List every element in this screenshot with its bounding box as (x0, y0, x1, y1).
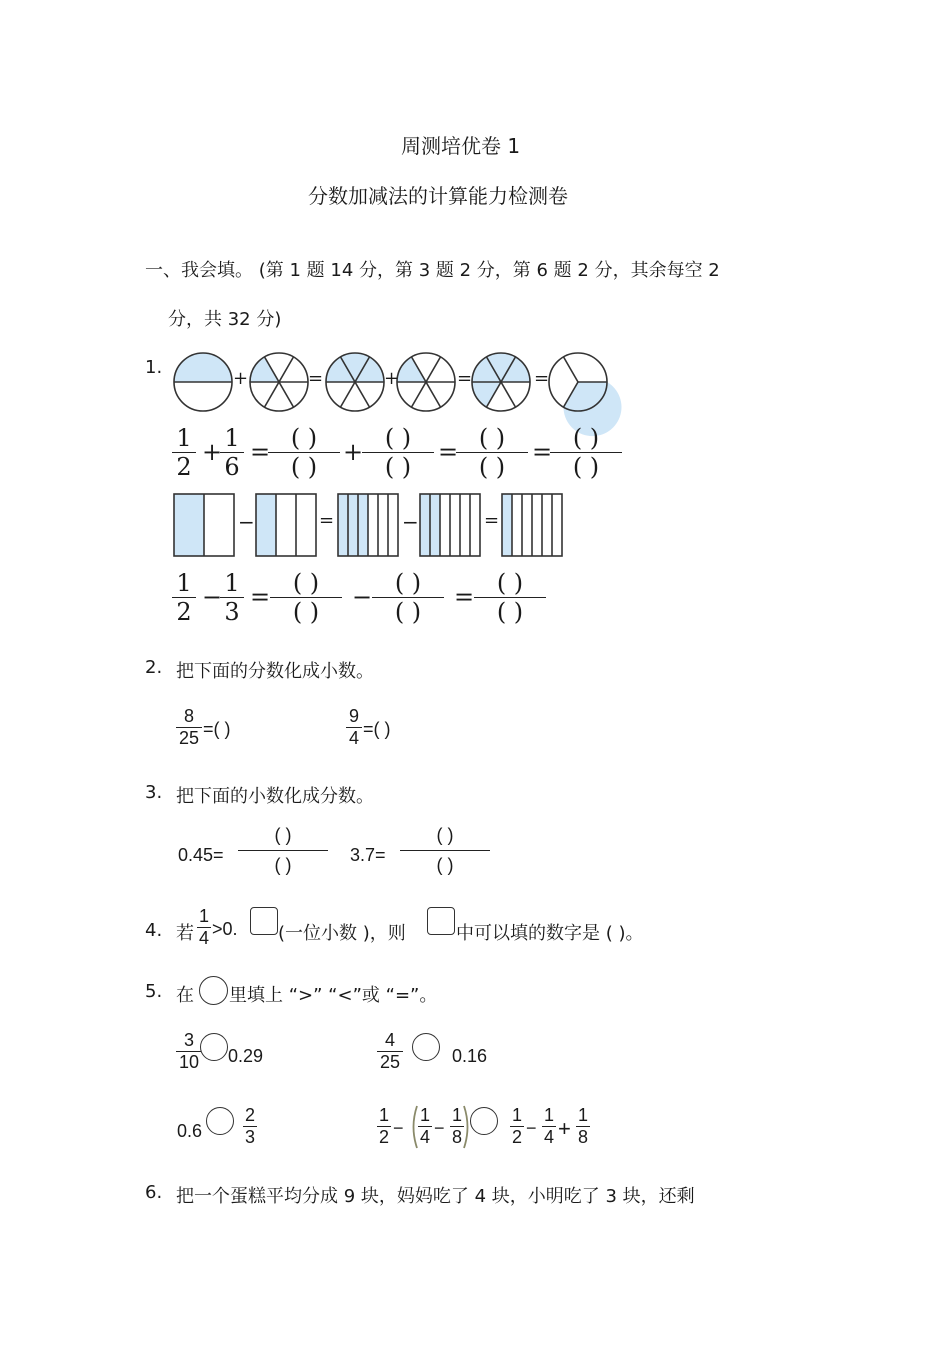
circle-sixths-one-shaded-2 (397, 353, 455, 411)
q1-sub-blank-3[interactable]: ( ) ( ) (474, 569, 546, 626)
q5-circle-sample (199, 976, 228, 1005)
q1-add-blank-1[interactable]: ( ) ( ) (268, 424, 340, 481)
q1-rect-minus-1: − (238, 510, 255, 534)
q3-blank-2[interactable]: ( ) ( ) (400, 825, 490, 876)
q1-add-blank-2[interactable]: ( ) ( ) (362, 424, 434, 481)
q1-circle-equals-3: = (534, 368, 550, 389)
q5-text-b: 里填上 “>” “<”或 “=”。 (229, 985, 438, 1006)
q5-expr-minus-1: − (393, 1118, 404, 1138)
q5-expr-plus: + (558, 1116, 571, 1141)
q5-compare-circle-4[interactable] (470, 1107, 498, 1135)
q3-text: 把下面的小数化成分数。 (176, 786, 374, 807)
q5-expr-frac-5: 1 4 (543, 1105, 554, 1147)
q4-pre: 若 (176, 923, 194, 944)
q5-compare-circle-2[interactable] (412, 1033, 440, 1061)
q4-gt: >0. (212, 919, 238, 939)
q5-compare-circle-3[interactable] (206, 1107, 234, 1135)
q5-row1-tail-b: 0.16 (452, 1046, 488, 1066)
q5-row2-fraction-a: 2 3 (244, 1105, 255, 1147)
q1-number: 1. (145, 357, 163, 378)
q1-add-fraction-a: 1 2 (172, 424, 196, 481)
q1-add-blank-3[interactable]: ( ) ( ) (456, 424, 528, 481)
q3-blank-1[interactable]: ( ) ( ) (238, 825, 328, 876)
q2-fraction-2: 9 4 (346, 706, 362, 749)
q1-add-equals-1: = (250, 438, 271, 466)
q1-sub-equals-1: = (250, 583, 271, 611)
q5-number: 5. (145, 981, 163, 1002)
circle-sixths-four-shaded (472, 353, 530, 411)
circle-half-shaded (174, 353, 232, 411)
q2-text: 把下面的分数化成小数。 (176, 661, 374, 682)
q5-expr-minus-2: − (434, 1118, 445, 1138)
section-heading-line2: 分，共 32 分) (168, 309, 282, 330)
q2-number: 2. (145, 657, 163, 678)
q1-add-plus: + (202, 438, 223, 466)
q1-sub-fraction-b: 1 3 (220, 569, 244, 626)
q4-mid: (一位小数 )，则 (278, 923, 406, 944)
q5-row1-fraction-a: 3 10 (176, 1030, 202, 1073)
page-title: 周测培优卷 1 (401, 134, 521, 158)
q1-sub-fraction-a: 1 2 (172, 569, 196, 626)
q5-expr-frac-3: 1 8 (451, 1105, 462, 1147)
q5-expr-frac-1: 1 2 (378, 1105, 389, 1147)
q1-circle-equals-2: = (457, 368, 473, 389)
q5-row1-tail-a: 0.29 (228, 1046, 264, 1066)
q5-text-a: 在 (176, 985, 194, 1006)
q4-number: 4. (145, 920, 163, 941)
q2-blank-2[interactable]: =( ) (363, 719, 391, 739)
q1-circle-equals-1: = (308, 368, 324, 389)
rect-thirds-one-shaded (256, 494, 316, 556)
q1-sub-blank-1[interactable]: ( ) ( ) (270, 569, 342, 626)
q5-expr-frac-6: 1 8 (577, 1105, 588, 1147)
q2-fraction-1: 8 25 (176, 706, 202, 749)
q6-text: 把一个蛋糕平均分成 9 块，妈妈吃了 4 块，小明吃了 3 块，还剩 (176, 1186, 695, 1207)
q3-decimal-2: 3.7= (350, 845, 386, 865)
q1-sub-minus: − (202, 583, 223, 611)
q4-post[interactable]: 中可以填的数字是 ( )。 (456, 923, 644, 944)
q3-decimal-1: 0.45= (178, 845, 224, 865)
q1-circle-plus-2: + (384, 368, 400, 389)
q2-blank-1[interactable]: =( ) (203, 719, 231, 739)
q1-rect-equals-2: = (484, 510, 500, 531)
q5-compare-circle-1[interactable] (200, 1033, 228, 1061)
q1-add-blank-4[interactable]: ( ) ( ) (550, 424, 622, 481)
q1-sub-blank-2[interactable]: ( ) ( ) (372, 569, 444, 626)
q5-expr-frac-4: 1 2 (511, 1105, 522, 1147)
q1-rect-equals-1: = (319, 510, 335, 531)
rect-sixths-three-shaded (338, 494, 398, 556)
q4-digit-box[interactable] (250, 907, 278, 935)
q5-expr-minus-3: − (526, 1118, 537, 1138)
section-heading-line1: 一、我会填。 (第 1 题 14 分，第 3 题 2 分，第 6 题 2 分，其余每空 2 (145, 260, 720, 281)
q1-circle-plus-1: + (233, 368, 249, 389)
q1-rectangles-diagram (172, 494, 572, 558)
q1-sub-equals-2: = (454, 583, 475, 611)
circle-sixths-one-shaded (250, 353, 308, 411)
q3-number: 3. (145, 782, 163, 803)
q1-rect-minus-2: − (402, 510, 419, 534)
q1-sub-minus-2: − (352, 583, 373, 611)
q5-expr-frac-2: 1 4 (419, 1105, 430, 1147)
q1-add-equals-3: = (532, 438, 553, 466)
rect-sixths-two-shaded (420, 494, 480, 556)
q5-row1-fraction-b: 4 25 (377, 1030, 403, 1073)
page-subtitle: 分数加减法的计算能力检测卷 (308, 184, 568, 208)
q1-add-equals-2: = (438, 438, 459, 466)
rect-sixths-one-shaded (502, 494, 562, 556)
q4-digit-box-ref (427, 907, 455, 935)
circle-sixths-three-shaded (326, 353, 384, 411)
q6-number: 6. (145, 1182, 163, 1203)
q1-add-plus-2: + (343, 438, 364, 466)
q4-fraction: 1 4 (198, 906, 209, 948)
q5-row2-head-a: 0.6 (177, 1121, 203, 1141)
q1-add-fraction-b: 1 6 (220, 424, 244, 481)
rect-halves-one-shaded (174, 494, 234, 556)
